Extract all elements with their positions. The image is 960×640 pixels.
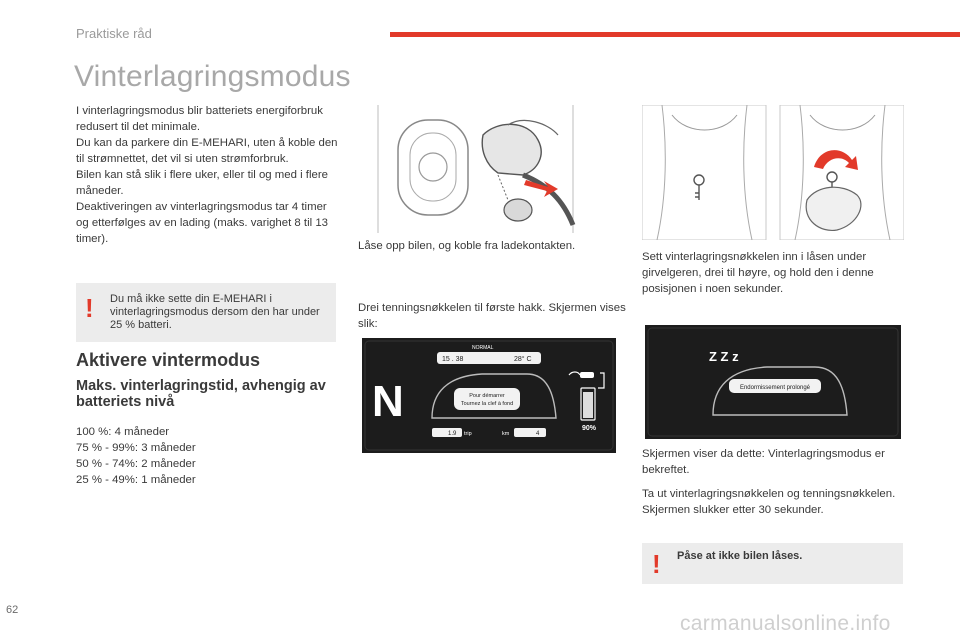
unplug-charger-illustration	[358, 105, 598, 233]
section-heading: Aktivere vintermodus	[76, 350, 261, 370]
section-label: Praktiske råd	[76, 26, 152, 41]
intro-text	[76, 103, 340, 247]
battery-level-list	[76, 424, 196, 488]
watermark: carmanualsonline.info	[680, 612, 891, 635]
message-line: Tournez la clef à fond	[460, 401, 514, 407]
km-value: 4	[536, 431, 540, 437]
intro-paragraph: Bilen kan stå slik i flere uker, eller til og med i flere måneder.	[76, 169, 328, 197]
gear-indicator: N	[372, 377, 404, 426]
intro-paragraph: Deaktiveringen av vinterlagringsmodus tar 4 timer og etterfølges av en lading (maks. varighet 8 til 13 timer).	[76, 201, 328, 245]
list-item: 25 % - 49%: 1 måneder	[76, 474, 196, 486]
exclamation-icon: !	[85, 293, 94, 323]
battery-percent: 90%	[582, 425, 597, 432]
warning-text: Du må ikke sette din E-MEHARI i vinterlagringsmodus dersom den har under 25 % batteri.	[110, 293, 320, 331]
warning-text: Påse at ikke bilen låses.	[677, 550, 803, 562]
page-number: 62	[6, 604, 19, 616]
step-line: Skjermen slukker etter 30 sekunder.	[642, 504, 824, 516]
header-accent-bar	[390, 32, 960, 37]
winter-key-illustration	[642, 105, 904, 240]
step-caption: Drei tenningsnøkkelen til første hakk. Skjermen vises slik:	[358, 302, 626, 330]
warning-box-lock	[642, 543, 903, 584]
dashboard-display-sleep	[645, 325, 901, 439]
step-caption: Skjermen viser da dette: Vinterlagringsmodus er bekreftet.	[642, 448, 885, 476]
step-caption	[642, 486, 904, 518]
intro-paragraph: Du kan da parkere din E-MEHARI, uten å koble den til strømnettet, det vil si uten strømforbruk.	[76, 137, 338, 165]
step-caption: Låse opp bilen, og koble fra ladekontakten.	[358, 240, 576, 252]
km-label: km	[502, 431, 510, 437]
list-item: 100 %: 4 måneder	[76, 426, 170, 438]
list-item: 75 % - 99%: 3 måneder	[76, 442, 196, 454]
mode-label: NORMAL	[472, 345, 494, 351]
intro-paragraph: I vinterlagringsmodus blir batteriets energiforbruk redusert til det minimale.	[76, 105, 323, 133]
warning-box-battery	[76, 283, 336, 342]
message-line: Pour démarrer	[469, 393, 505, 399]
step-caption: Sett vinterlagringsnøkkelen inn i låsen under girvelgeren, drei til høyre, og hold den i denne posisjonen i noen sekunder.	[642, 251, 874, 295]
trip-value: 1.9	[448, 431, 457, 437]
sub-heading: Maks. vinterlagringstid, avhengig av batteriets nivå	[76, 378, 326, 410]
clock-text: 15 . 38	[442, 356, 464, 363]
step-line: Ta ut vinterlagringsnøkkelen og tenningsnøkkelen.	[642, 488, 896, 500]
list-item: 50 % - 74%: 2 måneder	[76, 458, 196, 470]
trip-label: trip	[464, 431, 472, 437]
sleep-icon: Z Z z	[709, 349, 739, 364]
temperature-text: 28° C	[514, 356, 532, 363]
sleep-message: Endormissement prolongé	[739, 385, 811, 391]
dashboard-display-normal	[362, 338, 616, 453]
exclamation-icon: !	[652, 549, 661, 579]
page-title: Vinterlagringsmodus	[74, 60, 351, 93]
